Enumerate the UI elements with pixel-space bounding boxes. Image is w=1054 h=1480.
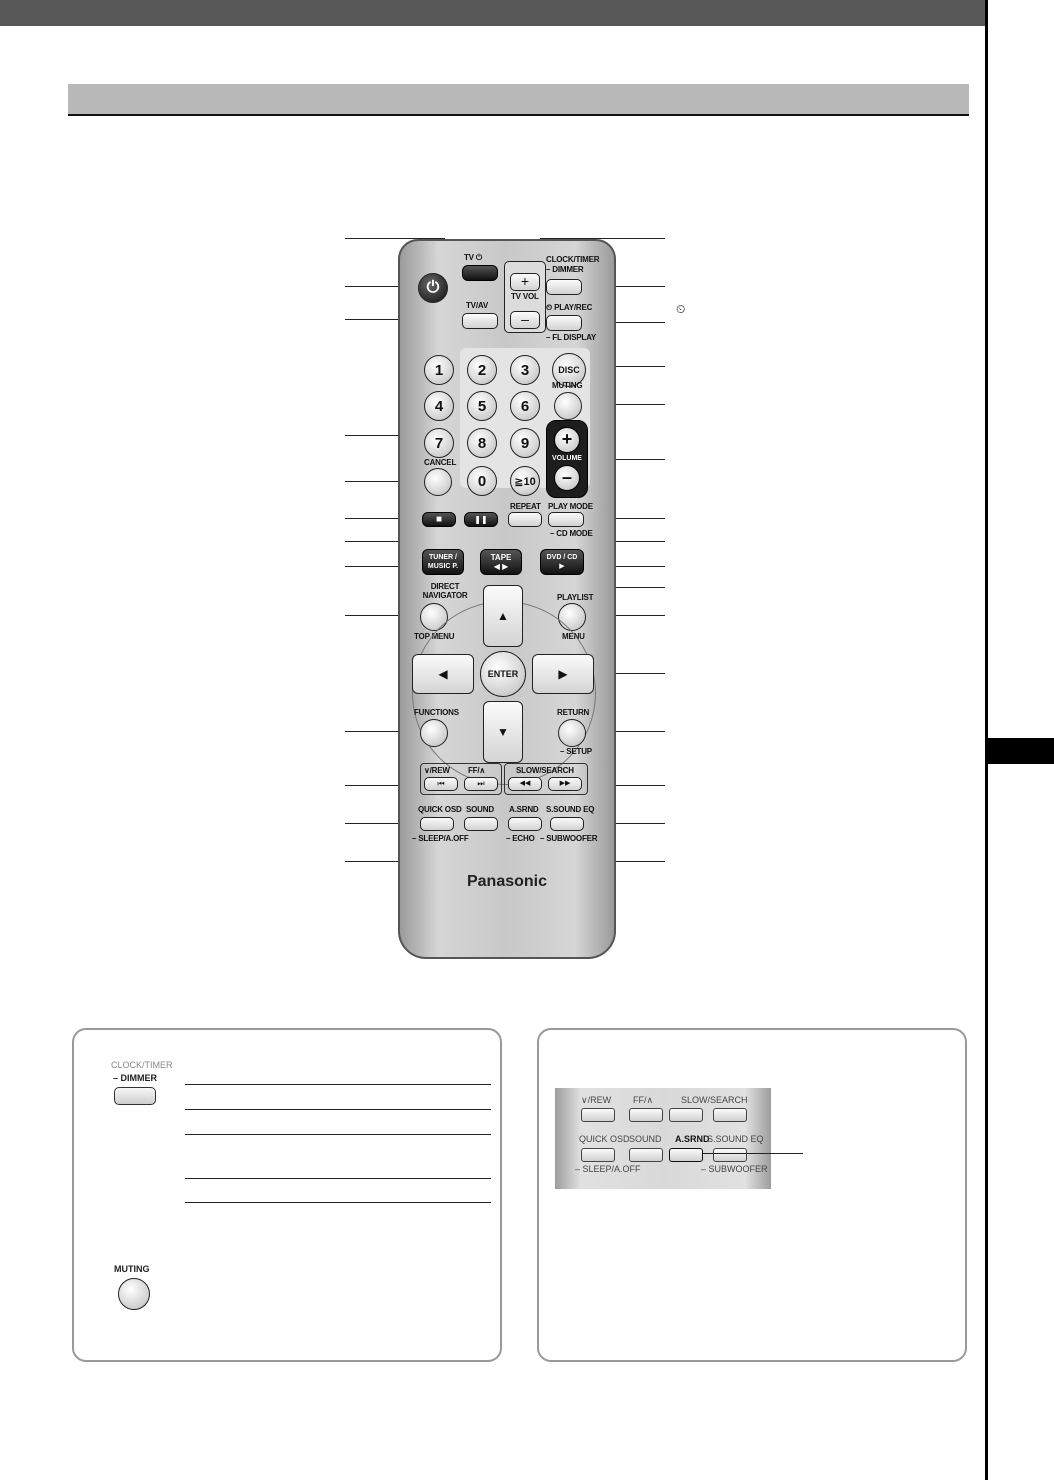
pause-button[interactable] <box>464 512 498 527</box>
tv-vol-label: TV VOL <box>511 292 539 301</box>
zoom-s-sound-eq-label: S.SOUND EQ <box>707 1134 764 1144</box>
timer-symbol: ⏲ <box>676 302 686 316</box>
zoom-slow-search-label: SLOW/SEARCH <box>681 1095 748 1105</box>
volume-group <box>546 420 588 498</box>
sleep-aoff-label: – SLEEP/A.OFF <box>412 834 469 843</box>
number-button-5[interactable]: 5 <box>467 391 497 421</box>
down-arrow-button[interactable] <box>483 701 523 763</box>
stop-button[interactable] <box>422 512 456 527</box>
tv-vol-up-button[interactable]: + <box>510 273 540 291</box>
number-button-7[interactable]: 7 <box>424 428 454 458</box>
tv-vol-down-button[interactable]: – <box>510 311 540 329</box>
number-button-4[interactable]: 4 <box>424 391 454 421</box>
repeat-label: REPEAT <box>510 502 541 511</box>
number-button-9[interactable]: 9 <box>510 428 540 458</box>
dimmer-label: – DIMMER <box>546 265 584 274</box>
cancel-label: CANCEL <box>424 458 457 467</box>
remote-zoom-image <box>555 1088 771 1189</box>
direct-navigator-label: DIRECT NAVIGATOR <box>422 582 468 600</box>
a-srnd-button[interactable] <box>508 817 542 831</box>
fl-display-label: – FL DISPLAY <box>546 333 597 342</box>
play-mode-button[interactable] <box>548 512 584 527</box>
number-button-10plus[interactable]: ≧10 <box>510 466 540 496</box>
tape-arrows-icon: ◀ ▶ <box>493 562 509 571</box>
skip-previous-icon: ⏮ <box>437 779 445 788</box>
zoom-skip-previous-button <box>581 1108 615 1122</box>
number-button-8[interactable]: 8 <box>467 428 497 458</box>
muting-button[interactable] <box>554 392 582 420</box>
number-button-0[interactable]: 0 <box>467 466 497 496</box>
panel-muting-label: MUTING <box>114 1264 150 1274</box>
table-rule <box>185 1134 491 1135</box>
return-label: RETURN <box>557 708 590 717</box>
muting-label: MUTING <box>552 381 583 390</box>
tv-av-label: TV/AV <box>466 301 488 310</box>
top-menu-label: TOP MENU <box>414 632 455 641</box>
clock-timer-label: CLOCK/TIMER <box>546 255 600 264</box>
zoom-subwoofer-label: – SUBWOOFER <box>701 1164 768 1174</box>
repeat-button[interactable] <box>508 512 542 527</box>
volume-label: VOLUME <box>552 455 582 462</box>
right-arrow-icon: ▶ <box>558 667 568 681</box>
table-rule <box>185 1109 491 1110</box>
remote-control-illustration <box>340 225 686 965</box>
left-arrow-icon: ◀ <box>438 667 448 681</box>
rewind-icon: ◀◀ <box>519 780 531 787</box>
skip-next-icon: ⏭ <box>477 779 485 788</box>
sound-label: SOUND <box>466 805 494 814</box>
slow-search-label: SLOW/SEARCH <box>516 766 574 775</box>
skip-previous-button[interactable] <box>424 777 458 791</box>
zoom-ff-label: FF/∧ <box>633 1095 654 1105</box>
quick-osd-label: QUICK OSD <box>418 805 462 814</box>
cancel-button[interactable] <box>424 468 452 496</box>
dvd-cd-label: DVD / CD <box>546 554 578 561</box>
clock-timer-button[interactable] <box>546 279 582 295</box>
number-button-6[interactable]: 6 <box>510 391 540 421</box>
play-rec-button[interactable] <box>546 315 582 331</box>
table-rule <box>185 1202 491 1203</box>
enter-button[interactable]: ENTER <box>480 651 526 697</box>
play-icon: ▶ <box>559 563 565 570</box>
skip-next-button[interactable] <box>464 777 498 791</box>
panel-clock-timer-label: CLOCK/TIMER <box>111 1060 173 1070</box>
panasonic-logo: Panasonic <box>466 873 548 890</box>
quick-osd-button[interactable] <box>420 817 454 831</box>
zoom-sleep-aoff-label: – SLEEP/A.OFF <box>575 1164 641 1174</box>
volume-down-button[interactable]: – <box>554 465 580 491</box>
number-button-1[interactable]: 1 <box>424 355 454 385</box>
functions-button[interactable] <box>420 719 448 747</box>
subwoofer-label: – SUBWOOFER <box>540 834 598 843</box>
zoom-a-srnd-label: A.SRND <box>675 1134 710 1144</box>
zoom-rewind-button <box>669 1108 703 1122</box>
playlist-label: PLAYLIST <box>557 593 594 602</box>
pause-icon: ❚❚ <box>474 514 488 524</box>
section-side-tab <box>988 738 1054 764</box>
fast-forward-icon: ▶▶ <box>559 780 571 787</box>
number-button-3[interactable]: 3 <box>510 355 540 385</box>
right-arrow-button[interactable] <box>532 654 594 694</box>
power-icon: ⏻ <box>426 279 440 296</box>
tape-label: TAPE <box>490 553 512 562</box>
volume-up-button[interactable]: + <box>554 427 580 453</box>
panel-dimmer-label: – DIMMER <box>113 1073 158 1083</box>
play-rec-label: ⏲ PLAY/REC <box>546 303 593 312</box>
tv-av-button[interactable] <box>462 313 498 329</box>
down-arrow-icon: ▼ <box>497 725 509 739</box>
zoom-rew-label: ∨/REW <box>581 1095 612 1105</box>
zoom-a-srnd-button <box>669 1148 703 1162</box>
table-rule <box>185 1178 491 1179</box>
zoom-leader-line <box>703 1153 803 1154</box>
menu-label: MENU <box>562 632 585 641</box>
echo-label: – ECHO <box>506 834 535 843</box>
panel-dimmer-button[interactable] <box>114 1087 156 1105</box>
a-srnd-label: A.SRND <box>509 805 539 814</box>
section-heading-rule <box>68 114 969 116</box>
functions-label: FUNCTIONS <box>414 708 459 717</box>
disc-button[interactable]: DISC <box>552 353 586 387</box>
play-mode-label: PLAY MODE <box>548 502 593 511</box>
zoom-forward-button <box>713 1108 747 1122</box>
a-srnd-echo-panel <box>537 1028 967 1362</box>
number-button-2[interactable]: 2 <box>467 355 497 385</box>
top-header-bar <box>0 0 986 26</box>
zoom-skip-next-button <box>629 1108 663 1122</box>
zoom-s-sound-eq-button <box>713 1148 747 1162</box>
dvd-cd-button[interactable] <box>540 549 584 575</box>
up-arrow-icon: ▲ <box>497 609 509 623</box>
rew-label: ∨/REW <box>424 766 450 775</box>
zoom-quick-osd-button <box>581 1148 615 1162</box>
setup-label: – SETUP <box>560 747 592 756</box>
s-sound-eq-button[interactable] <box>550 817 584 831</box>
left-arrow-button[interactable] <box>412 654 474 694</box>
forward-search-button[interactable] <box>548 777 582 791</box>
up-arrow-button[interactable] <box>483 585 523 647</box>
section-heading-band <box>68 84 969 114</box>
cd-mode-label: – CD MODE <box>550 529 593 538</box>
zoom-sound-label: SOUND <box>629 1134 662 1144</box>
ff-label: FF/∧ <box>468 766 486 775</box>
power-button[interactable] <box>418 273 448 303</box>
panel-muting-button[interactable] <box>118 1278 150 1310</box>
stop-icon: ■ <box>435 513 443 525</box>
return-button[interactable] <box>558 719 586 747</box>
zoom-sound-button <box>629 1148 663 1162</box>
tuner-music-p-button[interactable]: TUNER / MUSIC P. <box>422 549 464 575</box>
s-sound-eq-label: S.SOUND EQ <box>546 805 595 814</box>
tv-power-label: TV ⏻ <box>464 253 482 262</box>
table-rule <box>185 1084 491 1085</box>
sound-button[interactable] <box>464 817 498 831</box>
rewind-search-button[interactable] <box>508 777 542 791</box>
zoom-quick-osd-label: QUICK OSD <box>579 1134 630 1144</box>
tv-power-button[interactable] <box>462 265 498 281</box>
tape-button[interactable] <box>480 549 522 575</box>
